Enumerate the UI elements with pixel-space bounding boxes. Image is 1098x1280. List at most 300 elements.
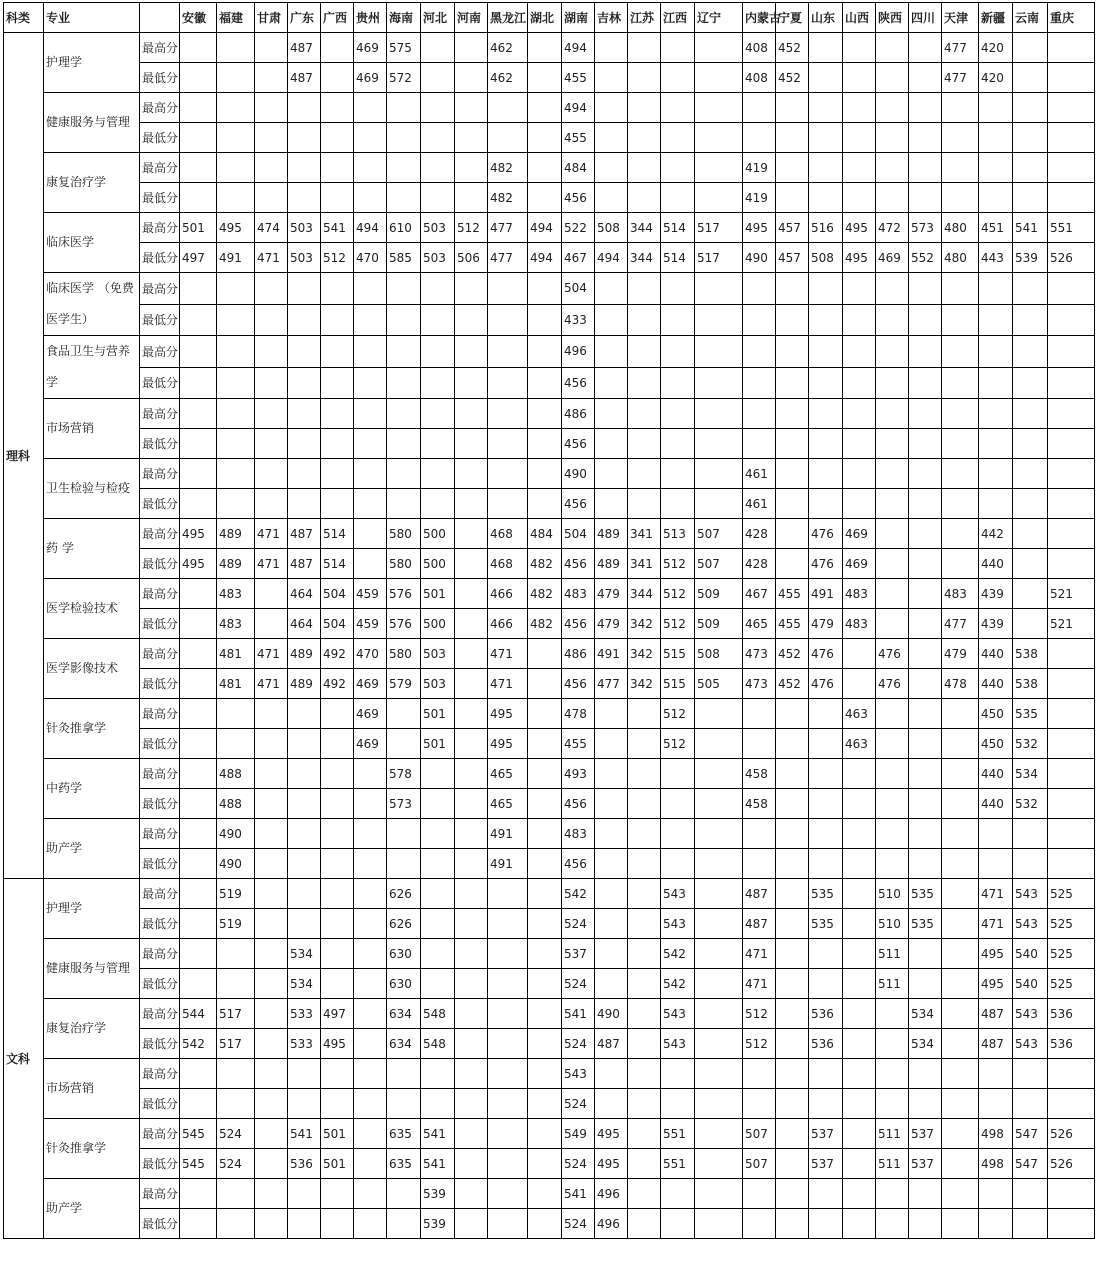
score-cell: [628, 969, 661, 999]
score-cell: [776, 1059, 809, 1089]
score-cell: [695, 429, 743, 459]
score-cell: [909, 789, 942, 819]
score-cell: 482: [528, 609, 562, 639]
score-cell: [421, 273, 455, 305]
score-cell: [288, 1179, 321, 1209]
header-row: [4, 3, 1095, 33]
score-cell: [180, 183, 217, 213]
score-cell: [421, 459, 455, 489]
score-cell: 471: [255, 669, 288, 699]
score-cell: 487: [979, 999, 1013, 1029]
score-cell: 490: [595, 999, 628, 1029]
header-province: 河南: [455, 3, 488, 33]
score-cell: [488, 1209, 528, 1239]
score-cell: [488, 1089, 528, 1119]
score-cell: 420: [979, 33, 1013, 63]
score-cell: [455, 93, 488, 123]
score-cell: [843, 819, 876, 849]
score-cell: [455, 489, 488, 519]
score-cell: [321, 63, 354, 93]
score-cell: [421, 63, 455, 93]
score-cell: [843, 123, 876, 153]
score-cell: [776, 93, 809, 123]
header-province: 重庆: [1048, 3, 1095, 33]
score-cell: 551: [1048, 213, 1095, 243]
header-province: 宁夏: [776, 3, 809, 33]
score-cell: [909, 93, 942, 123]
score-cell: 534: [909, 999, 942, 1029]
score-cell: [387, 153, 421, 183]
score-cell: [776, 789, 809, 819]
score-cell: [455, 429, 488, 459]
score-cell: [942, 367, 979, 399]
score-cell: [321, 1209, 354, 1239]
score-cell: [1013, 63, 1048, 93]
score-cell: [354, 123, 387, 153]
score-cell: [354, 1149, 387, 1179]
score-cell: [843, 1149, 876, 1179]
score-cell: [455, 1089, 488, 1119]
score-cell: 511: [876, 1149, 909, 1179]
score-cell: 492: [321, 639, 354, 669]
score-cell: [776, 909, 809, 939]
score-cell: [876, 33, 909, 63]
score-cell: [1013, 429, 1048, 459]
score-cell: [421, 93, 455, 123]
score-cell: 573: [909, 213, 942, 243]
score-cell: [528, 759, 562, 789]
score-cell: [1013, 519, 1048, 549]
score-cell: [488, 304, 528, 336]
score-cell: 470: [354, 639, 387, 669]
score-cell: [942, 519, 979, 549]
score-cell: [528, 1089, 562, 1119]
score-cell: [843, 183, 876, 213]
table-row: [4, 489, 1095, 519]
score-cell: [743, 699, 776, 729]
score-cell: 495: [488, 729, 528, 759]
score-cell: 497: [321, 999, 354, 1029]
score-cell: [628, 1059, 661, 1089]
score-cell: [387, 1209, 421, 1239]
score-cell: [776, 429, 809, 459]
score-cell: [909, 33, 942, 63]
score-cell: [1013, 459, 1048, 489]
score-cell: [1013, 183, 1048, 213]
score-type-label: 最低分: [140, 183, 180, 213]
score-cell: 512: [455, 213, 488, 243]
score-cell: [455, 789, 488, 819]
score-cell: 552: [909, 243, 942, 273]
score-cell: [288, 183, 321, 213]
score-cell: [942, 1029, 979, 1059]
score-cell: [776, 367, 809, 399]
score-cell: [217, 93, 255, 123]
score-cell: 510: [876, 879, 909, 909]
score-cell: 341: [628, 519, 661, 549]
score-cell: [528, 1149, 562, 1179]
score-cell: [387, 819, 421, 849]
score-cell: [942, 273, 979, 305]
score-cell: [809, 304, 843, 336]
header-province: 山西: [843, 3, 876, 33]
score-cell: [455, 336, 488, 368]
score-cell: [595, 183, 628, 213]
score-cell: [843, 1119, 876, 1149]
score-cell: 496: [595, 1209, 628, 1239]
table-row: [4, 273, 1095, 305]
score-cell: [488, 273, 528, 305]
score-cell: [488, 399, 528, 429]
score-cell: [528, 183, 562, 213]
score-cell: 526: [1048, 243, 1095, 273]
score-cell: 467: [743, 579, 776, 609]
score-cell: 342: [628, 669, 661, 699]
score-cell: 489: [595, 519, 628, 549]
score-cell: 539: [421, 1179, 455, 1209]
score-cell: [809, 33, 843, 63]
table-row: [4, 1179, 1095, 1209]
score-cell: 488: [217, 759, 255, 789]
score-cell: 477: [942, 609, 979, 639]
score-cell: [321, 1179, 354, 1209]
score-cell: [628, 273, 661, 305]
score-cell: [217, 1209, 255, 1239]
score-cell: 456: [562, 367, 595, 399]
score-cell: [528, 429, 562, 459]
score-cell: 479: [595, 609, 628, 639]
score-cell: [1048, 399, 1095, 429]
score-cell: [354, 1119, 387, 1149]
score-cell: [488, 336, 528, 368]
score-cell: [942, 729, 979, 759]
score-cell: [809, 1209, 843, 1239]
score-cell: 408: [743, 63, 776, 93]
header-major: 专业: [44, 3, 140, 33]
score-cell: 450: [979, 729, 1013, 759]
score-cell: [876, 63, 909, 93]
score-cell: [909, 969, 942, 999]
score-cell: [661, 123, 695, 153]
score-cell: [354, 759, 387, 789]
score-cell: [909, 819, 942, 849]
table-row: [4, 789, 1095, 819]
score-cell: [661, 183, 695, 213]
score-cell: 548: [421, 1029, 455, 1059]
score-cell: 525: [1048, 969, 1095, 999]
score-cell: 541: [1013, 213, 1048, 243]
score-cell: 464: [288, 579, 321, 609]
score-cell: [421, 849, 455, 879]
score-cell: [1013, 1179, 1048, 1209]
score-cell: 541: [321, 213, 354, 243]
score-cell: [528, 639, 562, 669]
score-cell: [354, 1089, 387, 1119]
score-cell: 539: [1013, 243, 1048, 273]
score-cell: [942, 429, 979, 459]
score-cell: [455, 183, 488, 213]
score-cell: [1048, 519, 1095, 549]
score-cell: [180, 639, 217, 669]
score-cell: [180, 669, 217, 699]
score-cell: 506: [455, 243, 488, 273]
score-cell: [843, 93, 876, 123]
score-cell: [180, 429, 217, 459]
score-cell: [288, 699, 321, 729]
score-type-label: 最高分: [140, 459, 180, 489]
score-cell: [809, 729, 843, 759]
score-cell: [455, 819, 488, 849]
score-cell: [942, 1149, 979, 1179]
score-cell: 478: [942, 669, 979, 699]
score-cell: [628, 1179, 661, 1209]
score-cell: [217, 153, 255, 183]
score-type-label: 最高分: [140, 399, 180, 429]
score-cell: [1048, 429, 1095, 459]
score-cell: 469: [843, 549, 876, 579]
score-cell: [843, 63, 876, 93]
score-cell: 512: [321, 243, 354, 273]
score-cell: 504: [562, 273, 595, 305]
score-cell: [354, 969, 387, 999]
score-cell: 497: [180, 243, 217, 273]
score-cell: [876, 1059, 909, 1089]
score-cell: 580: [387, 549, 421, 579]
score-cell: [595, 304, 628, 336]
major-name: 临床医学 （免费医学生）: [44, 273, 140, 336]
score-cell: [180, 609, 217, 639]
score-cell: 503: [421, 669, 455, 699]
score-cell: [942, 789, 979, 819]
score-cell: [876, 699, 909, 729]
score-cell: [876, 183, 909, 213]
score-cell: [217, 33, 255, 63]
header-province: 天津: [942, 3, 979, 33]
score-cell: [180, 489, 217, 519]
table-row: [4, 1089, 1095, 1119]
score-type-label: 最低分: [140, 489, 180, 519]
score-cell: [354, 549, 387, 579]
score-cell: [743, 729, 776, 759]
table-row: [4, 1119, 1095, 1149]
score-cell: 535: [809, 909, 843, 939]
header-province: 四川: [909, 3, 942, 33]
score-cell: 428: [743, 549, 776, 579]
score-cell: [628, 336, 661, 368]
score-cell: [695, 759, 743, 789]
score-cell: [1048, 669, 1095, 699]
score-cell: 511: [876, 1119, 909, 1149]
score-cell: [909, 304, 942, 336]
score-cell: [843, 153, 876, 183]
score-cell: 635: [387, 1119, 421, 1149]
score-cell: 471: [488, 639, 528, 669]
score-cell: [843, 459, 876, 489]
score-cell: 466: [488, 579, 528, 609]
score-cell: [695, 1059, 743, 1089]
table-row: [4, 969, 1095, 999]
score-cell: 508: [695, 639, 743, 669]
score-cell: [321, 33, 354, 63]
score-cell: [421, 153, 455, 183]
score-cell: 455: [562, 123, 595, 153]
score-cell: [595, 63, 628, 93]
score-cell: [180, 123, 217, 153]
major-name: 健康服务与管理: [44, 93, 140, 153]
score-cell: [743, 1179, 776, 1209]
score-cell: 459: [354, 579, 387, 609]
score-cell: [180, 33, 217, 63]
score-cell: [628, 819, 661, 849]
score-cell: [255, 789, 288, 819]
score-type-label: 最高分: [140, 1059, 180, 1089]
score-cell: [180, 367, 217, 399]
score-cell: [809, 63, 843, 93]
score-cell: [695, 273, 743, 305]
score-cell: 483: [843, 609, 876, 639]
score-cell: [809, 489, 843, 519]
score-cell: [421, 879, 455, 909]
score-cell: 522: [562, 213, 595, 243]
score-cell: 491: [595, 639, 628, 669]
score-cell: [909, 367, 942, 399]
score-cell: [1048, 33, 1095, 63]
score-type-label: 最高分: [140, 939, 180, 969]
score-cell: 494: [528, 243, 562, 273]
score-cell: [909, 336, 942, 368]
score-cell: 342: [628, 609, 661, 639]
table-row: [4, 304, 1095, 336]
score-cell: [288, 1209, 321, 1239]
score-cell: [661, 849, 695, 879]
score-cell: 524: [562, 1029, 595, 1059]
major-name: 康复治疗学: [44, 999, 140, 1059]
score-cell: [321, 489, 354, 519]
score-cell: 538: [1013, 669, 1048, 699]
score-cell: [843, 489, 876, 519]
score-cell: [876, 1179, 909, 1209]
score-cell: 495: [843, 243, 876, 273]
score-cell: [321, 819, 354, 849]
score-cell: 585: [387, 243, 421, 273]
score-cell: 484: [528, 519, 562, 549]
score-cell: [809, 1059, 843, 1089]
score-cell: [217, 273, 255, 305]
score-cell: [809, 939, 843, 969]
score-type-label: 最低分: [140, 367, 180, 399]
major-name: 康复治疗学: [44, 153, 140, 213]
score-cell: 489: [288, 669, 321, 699]
score-cell: [255, 729, 288, 759]
score-cell: [909, 729, 942, 759]
score-cell: 455: [562, 63, 595, 93]
score-cell: [180, 969, 217, 999]
score-cell: [942, 336, 979, 368]
score-cell: [455, 1029, 488, 1059]
score-cell: [942, 849, 979, 879]
score-cell: [321, 93, 354, 123]
score-cell: [180, 729, 217, 759]
table-row: [4, 999, 1095, 1029]
score-cell: [255, 336, 288, 368]
score-cell: [776, 849, 809, 879]
score-cell: 515: [661, 639, 695, 669]
score-cell: [661, 1209, 695, 1239]
score-cell: [909, 669, 942, 699]
score-cell: 500: [421, 549, 455, 579]
score-cell: 464: [288, 609, 321, 639]
score-cell: 489: [217, 549, 255, 579]
score-type-label: 最低分: [140, 669, 180, 699]
score-type-label: 最高分: [140, 699, 180, 729]
score-cell: [180, 1089, 217, 1119]
major-name: 医学检验技术: [44, 579, 140, 639]
score-cell: [876, 819, 909, 849]
table-row: [4, 459, 1095, 489]
score-cell: [488, 429, 528, 459]
score-cell: [628, 93, 661, 123]
score-cell: [217, 939, 255, 969]
score-type-label: 最高分: [140, 879, 180, 909]
score-cell: [255, 273, 288, 305]
score-cell: 474: [255, 213, 288, 243]
score-cell: [528, 699, 562, 729]
score-cell: 634: [387, 999, 421, 1029]
header-province: 江苏: [628, 3, 661, 33]
score-cell: 477: [488, 243, 528, 273]
score-cell: [979, 1179, 1013, 1209]
score-type-label: 最高分: [140, 336, 180, 368]
score-cell: 461: [743, 489, 776, 519]
score-cell: [661, 1059, 695, 1089]
score-cell: 514: [321, 519, 354, 549]
score-cell: [455, 879, 488, 909]
score-cell: 490: [217, 819, 255, 849]
score-cell: [1013, 579, 1048, 609]
score-cell: [455, 273, 488, 305]
score-cell: 482: [488, 183, 528, 213]
score-cell: 486: [562, 639, 595, 669]
score-cell: [528, 729, 562, 759]
score-type-label: 最高分: [140, 93, 180, 123]
score-cell: 463: [843, 699, 876, 729]
score-cell: 440: [979, 759, 1013, 789]
score-cell: [1048, 93, 1095, 123]
score-cell: 491: [488, 849, 528, 879]
score-cell: [979, 93, 1013, 123]
score-cell: [255, 153, 288, 183]
score-cell: [1048, 549, 1095, 579]
score-cell: [528, 273, 562, 305]
score-cell: 575: [387, 33, 421, 63]
score-cell: 483: [843, 579, 876, 609]
score-cell: 539: [421, 1209, 455, 1239]
score-cell: [843, 304, 876, 336]
score-cell: 450: [979, 699, 1013, 729]
score-cell: [488, 1179, 528, 1209]
score-cell: 471: [255, 549, 288, 579]
score-cell: [488, 1059, 528, 1089]
score-cell: [909, 1179, 942, 1209]
score-cell: [288, 367, 321, 399]
score-cell: 468: [488, 519, 528, 549]
score-cell: 490: [217, 849, 255, 879]
score-cell: [1048, 759, 1095, 789]
score-cell: 439: [979, 609, 1013, 639]
score-cell: [288, 489, 321, 519]
score-cell: [387, 399, 421, 429]
score-cell: [876, 729, 909, 759]
